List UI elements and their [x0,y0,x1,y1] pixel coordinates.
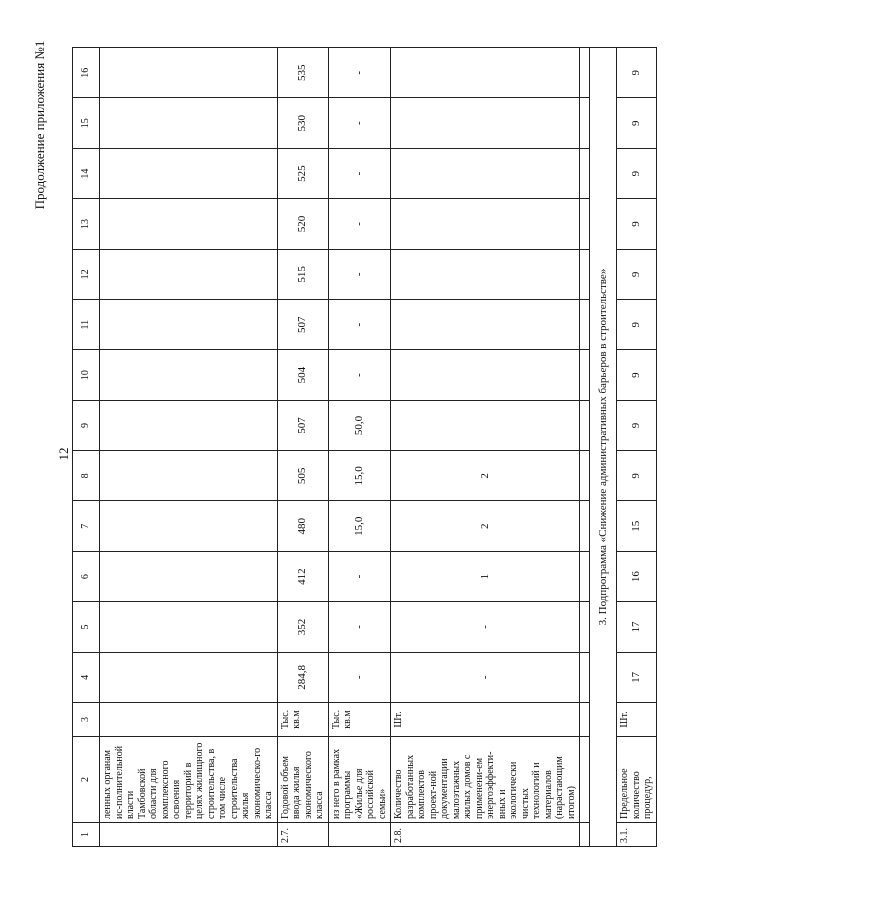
table-cell: Шт. [391,703,580,737]
table-cell: 9 [617,249,657,299]
table-cell: Тыс. кв.м [328,703,391,737]
table-cell: 9 [617,300,657,350]
table-cell: - [391,652,580,702]
table-cell: 284,8 [277,652,328,702]
column-header-14: 14 [73,148,100,198]
table-cell [580,823,590,847]
table-cell: 15,0 [328,451,391,501]
table-cell: 507 [277,400,328,450]
table-cell: 16 [617,551,657,601]
table-cell: - [328,199,391,249]
table-cell: 9 [617,148,657,198]
table-cell: 2 [391,501,580,551]
table-cell [580,249,590,299]
column-header-8: 8 [73,451,100,501]
table-cell: - [328,148,391,198]
table-cell [100,199,278,249]
table-cell [391,300,580,350]
table-cell [100,148,278,198]
table-cell: - [328,249,391,299]
table-cell: Годовой объем ввода жилья экономического класса [277,737,328,823]
indicators-table [72,47,657,847]
table-cell [391,350,580,400]
table-cell [391,199,580,249]
column-header-9: 9 [73,400,100,450]
table-cell [580,451,590,501]
table-cell: - [328,551,391,601]
table-cell: 530 [277,98,328,148]
table-row [580,48,590,847]
table-cell: - [328,652,391,702]
column-header-10: 10 [73,350,100,400]
table-cell [100,300,278,350]
table-row [617,48,657,847]
table-cell: 505 [277,451,328,501]
table-cell [391,400,580,450]
table-cell [391,249,580,299]
table-cell [100,703,278,737]
table-cell: 515 [277,249,328,299]
table-cell: - [391,602,580,652]
table-cell: 520 [277,199,328,249]
table-cell [580,199,590,249]
table-cell [391,148,580,198]
table-cell [100,48,278,99]
table-container [72,47,872,843]
table-cell: 15 [617,501,657,551]
table-cell: - [328,602,391,652]
table-cell [100,652,278,702]
table-cell: Количество разработанных комплектов проект-ной документации малоэтажных жилых домов с применени-ем энергоэффекти-вных и экологически чистых технологий и материалов (нарастающим итогом) [391,737,580,823]
table-row [277,48,328,847]
table-cell [100,551,278,601]
subprogram-heading-row [590,48,617,847]
table-cell [580,98,590,148]
table-cell [100,98,278,148]
table-cell [100,501,278,551]
table-cell: 9 [617,451,657,501]
table-cell: 9 [617,400,657,450]
table-cell [391,98,580,148]
table-body [100,48,657,847]
table-cell [580,400,590,450]
table-row [391,48,580,847]
column-header-2: 2 [73,737,100,823]
table-cell: Тыс. кв.м [277,703,328,737]
table-cell: - [328,300,391,350]
table-cell [100,350,278,400]
table-cell [580,300,590,350]
column-header-1: 1 [73,823,100,847]
column-header-4: 4 [73,652,100,702]
table-cell [100,451,278,501]
table-cell: 412 [277,551,328,601]
table-cell [391,48,580,99]
table-cell [100,823,278,847]
column-header-7: 7 [73,501,100,551]
table-cell: 17 [617,602,657,652]
table-cell: 535 [277,48,328,99]
table-cell [328,823,391,847]
column-header-12: 12 [73,249,100,299]
column-header-13: 13 [73,199,100,249]
table-cell: 3.1. [617,823,657,847]
column-header-15: 15 [73,98,100,148]
table-cell: 17 [617,652,657,702]
table-cell: 9 [617,350,657,400]
table-cell [580,350,590,400]
table-cell: 9 [617,199,657,249]
table-cell [580,48,590,99]
table-cell: 9 [617,48,657,99]
table-cell [100,602,278,652]
table-cell [100,400,278,450]
table-cell: - [328,98,391,148]
table-cell [100,249,278,299]
column-header-11: 11 [73,300,100,350]
appendix-continuation-note: Продолжение приложения №1 [32,40,47,210]
table-cell: Шт. [617,703,657,737]
table-cell: 525 [277,148,328,198]
table-cell [580,652,590,702]
table-cell: Предельное количество процедур, [617,737,657,823]
page-number: 12 [56,447,71,461]
table-cell: 2.7. [277,823,328,847]
column-header-16: 16 [73,48,100,99]
subprogram-heading: 3. Подпрограмма «Снижение административных барьеров в строительстве» [590,48,617,847]
table-cell: 2 [391,451,580,501]
table-cell: - [328,48,391,99]
rotated-table-frame [72,47,653,847]
column-header-5: 5 [73,602,100,652]
table-cell: 9 [617,98,657,148]
header-row [73,48,100,847]
table-cell: - [328,350,391,400]
table-cell: ленных органам ис-полнительной власти Тамбовской области для комплексного освоения территорий в целях жилищного строительства, в том числе строительства жилья экономическо-го класса [100,737,278,823]
table-cell: 15,0 [328,501,391,551]
table-cell: 1 [391,551,580,601]
table-cell: 480 [277,501,328,551]
table-cell: 504 [277,350,328,400]
table-cell: 352 [277,602,328,652]
table-row [100,48,278,847]
table-cell [580,602,590,652]
table-cell [580,501,590,551]
table-cell [580,551,590,601]
column-header-3: 3 [73,703,100,737]
table-cell [580,148,590,198]
table-row [328,48,391,847]
table-cell [580,737,590,823]
column-header-6: 6 [73,551,100,601]
table-cell: 50,0 [328,400,391,450]
table-cell: 2.8. [391,823,580,847]
table-cell: 507 [277,300,328,350]
table-cell: из него в рамках программы «Жилье для российской семьи» [328,737,391,823]
table-cell [580,703,590,737]
